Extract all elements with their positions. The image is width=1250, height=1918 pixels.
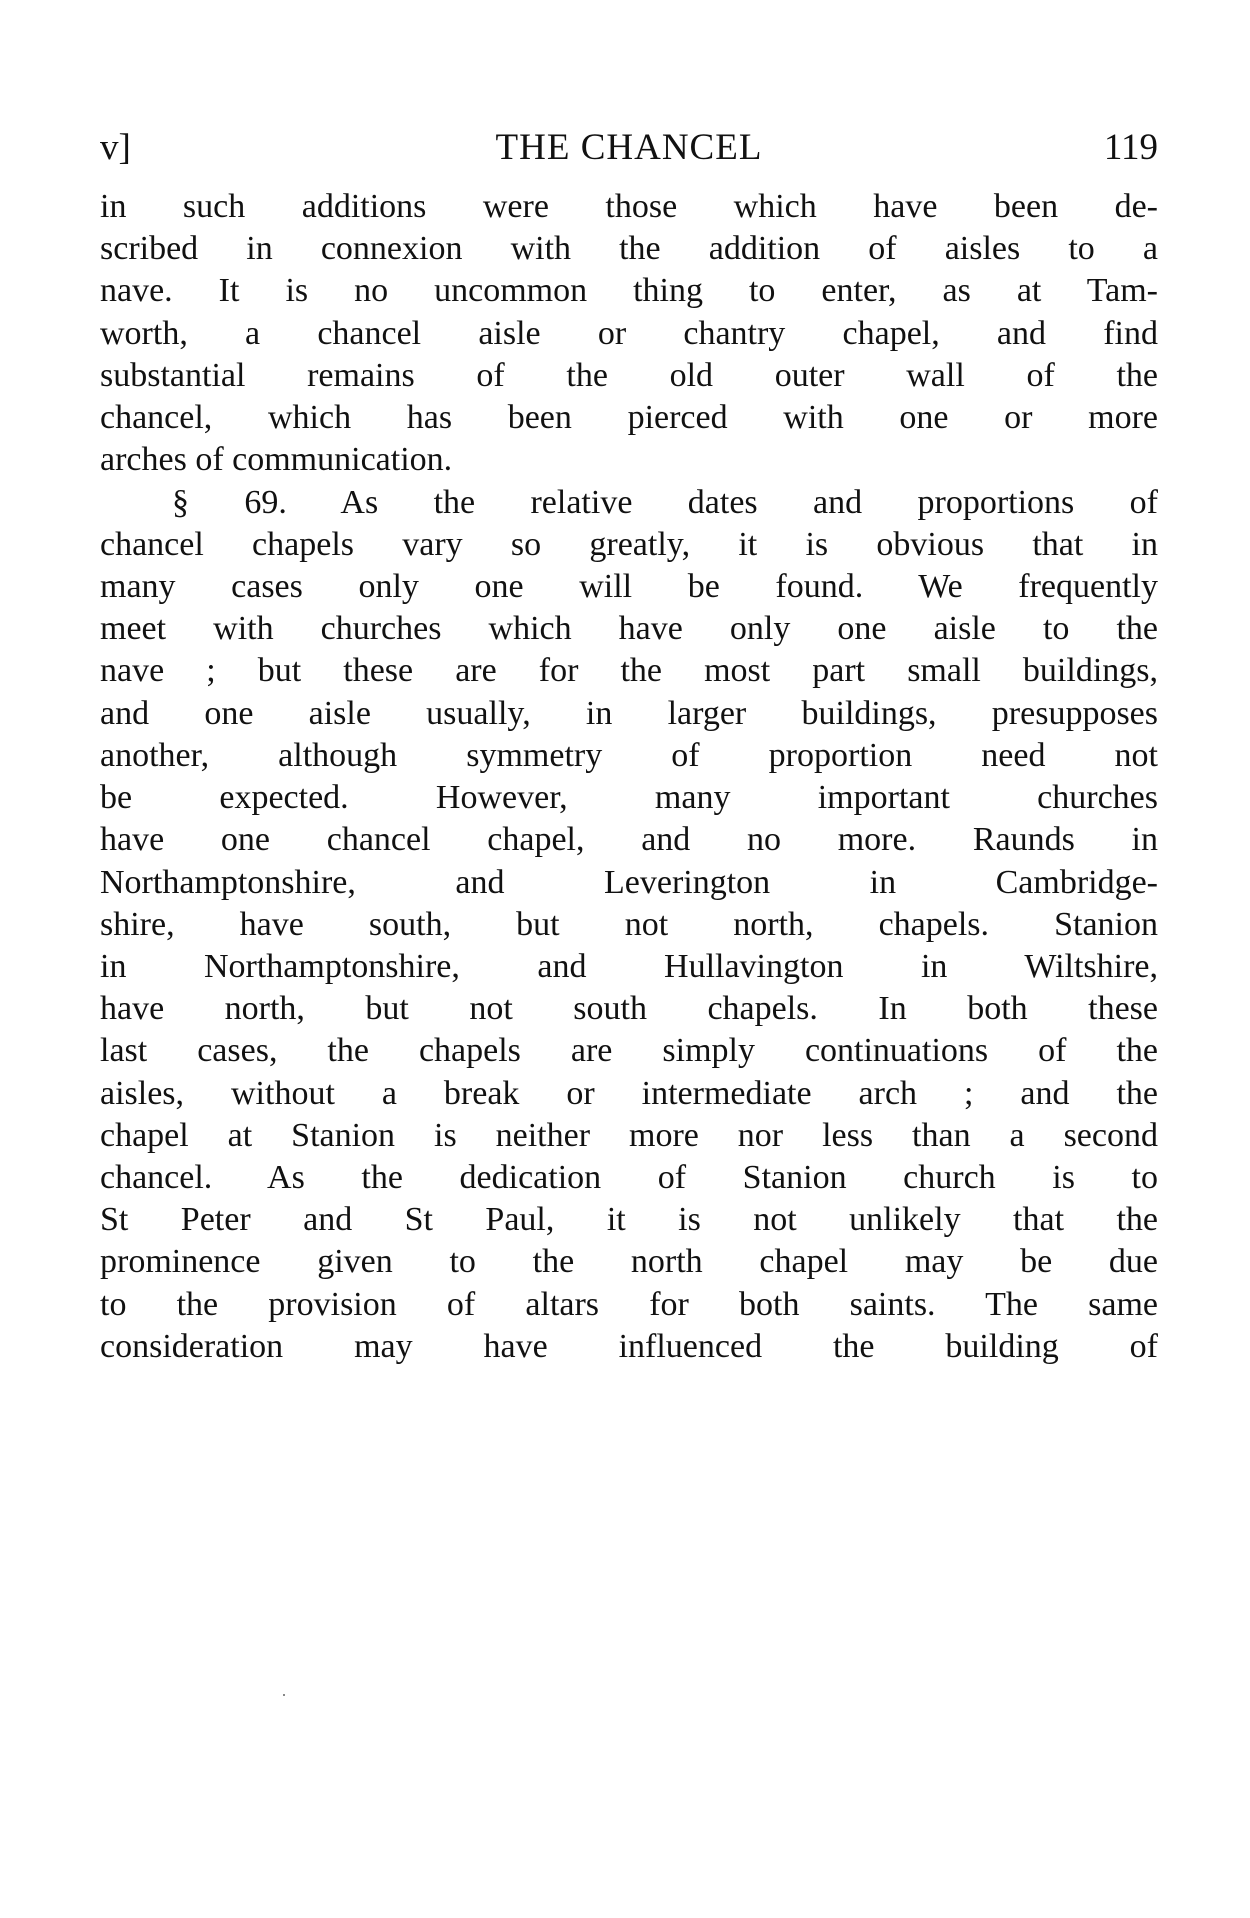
text-line: another, although symmetry of proportion need not bbox=[100, 736, 1158, 774]
text-line: substantial remains of the old outer wall of the bbox=[100, 356, 1158, 394]
text-line: and one aisle usually, in larger buildings, presupposes bbox=[100, 694, 1158, 732]
text-line: chancel, which has been pierced with one or more bbox=[100, 399, 1158, 437]
page-number: 119 bbox=[1103, 127, 1158, 168]
text-line: arches of communication. bbox=[100, 441, 453, 479]
text-line: to the provision of altars for both saints. The same bbox=[100, 1285, 1158, 1323]
text-line: aisles, without a break or intermediate arch ; and the bbox=[100, 1074, 1158, 1112]
running-header bbox=[100, 126, 1158, 186]
text-line: chancel. As the dedication of Stanion church is to bbox=[100, 1159, 1158, 1197]
text-line: have one chancel chapel, and no more. Raunds in bbox=[100, 821, 1158, 859]
text-line: in Northamptonshire, and Hullavington in Wiltshire, bbox=[100, 947, 1158, 985]
text-line: many cases only one will be found. We frequently bbox=[100, 567, 1158, 605]
text-line: chancel chapels vary so greatly, it is obvious that in bbox=[100, 525, 1158, 563]
text-line: chapel at Stanion is neither more nor less than a second bbox=[100, 1116, 1158, 1154]
chapter-marker: v] bbox=[100, 127, 131, 168]
text-line: shire, have south, but not north, chapels. Stanion bbox=[100, 905, 1158, 943]
text-line: be expected. However, many important churches bbox=[100, 779, 1158, 817]
text-line: nave ; but these are for the most part small buildings, bbox=[100, 652, 1158, 690]
scan-speck bbox=[283, 1694, 285, 1696]
text-line: Northamptonshire, and Leverington in Cambridge- bbox=[100, 863, 1158, 901]
text-line: § 69. As the relative dates and proportions of bbox=[172, 483, 1158, 521]
text-line: consideration may have influenced the building of bbox=[100, 1327, 1158, 1365]
text-line: in such additions were those which have been de- bbox=[100, 188, 1158, 225]
text-line: prominence given to the north chapel may be due bbox=[100, 1243, 1158, 1281]
text-line: meet with churches which have only one aisle to the bbox=[100, 610, 1158, 648]
running-title: THE CHANCEL bbox=[495, 127, 763, 168]
text-line: scribed in connexion with the addition of aisles to a bbox=[100, 230, 1158, 268]
text-line: St Peter and St Paul, it is not unlikely that the bbox=[100, 1201, 1158, 1239]
text-line: worth, a chancel aisle or chantry chapel, and find bbox=[100, 314, 1158, 352]
body-text bbox=[100, 186, 1158, 1368]
text-line: last cases, the chapels are simply continuations of the bbox=[100, 1032, 1158, 1070]
text-line: have north, but not south chapels. In both these bbox=[100, 990, 1158, 1028]
text-line: nave. It is no uncommon thing to enter, as at Tam- bbox=[100, 272, 1158, 310]
